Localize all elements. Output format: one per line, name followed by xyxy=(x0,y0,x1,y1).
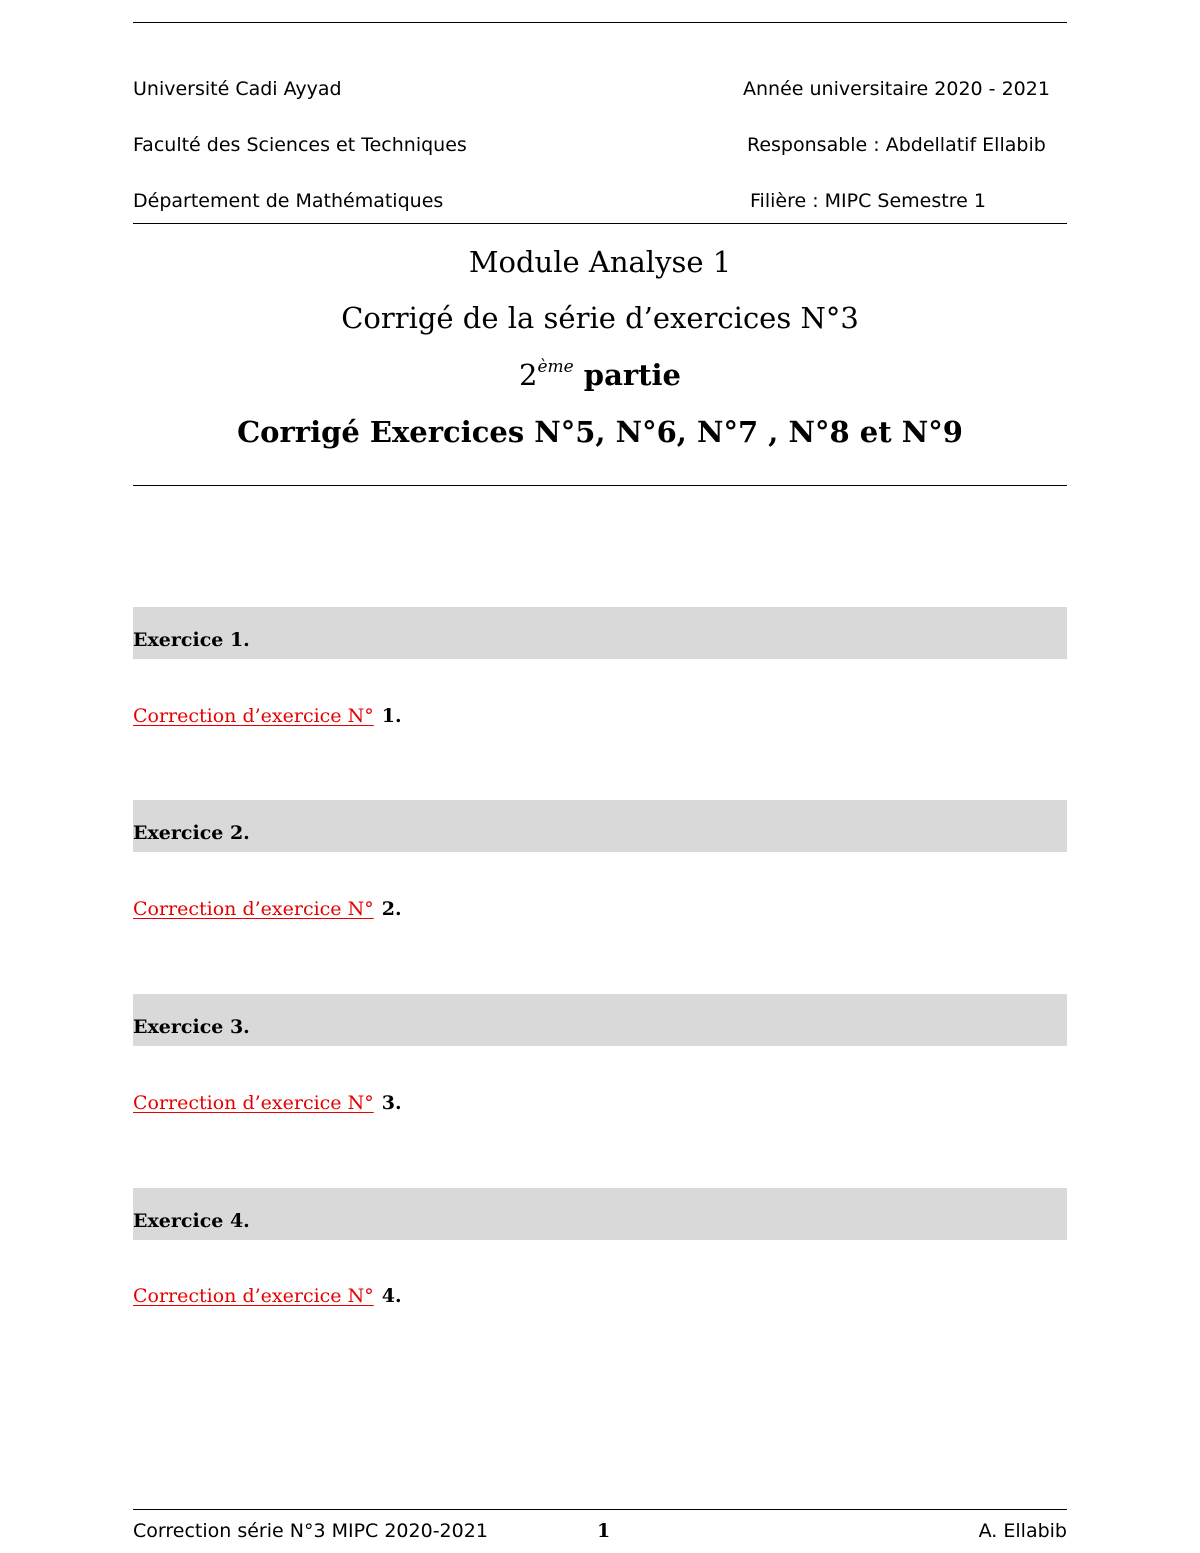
header-rule xyxy=(133,223,1067,224)
footer-author: A. Ellabib xyxy=(978,1520,1067,1542)
program: Filière : MIPC Semestre 1 xyxy=(750,190,986,212)
correction-line xyxy=(133,1285,402,1307)
department-name: Département de Mathématiques xyxy=(133,190,444,212)
part-word: partie xyxy=(583,358,682,392)
exercise-heading xyxy=(133,994,1067,1046)
correction-number: 3. xyxy=(381,1092,402,1114)
series-title: Corrigé de la série d’exercices N°3 xyxy=(341,301,859,335)
footer-rule xyxy=(133,1509,1067,1510)
module-title: Module Analyse 1 xyxy=(468,245,732,279)
page-number: 1 xyxy=(597,1520,611,1542)
exercise-heading xyxy=(133,800,1067,852)
exercise-label: Exercice 4. xyxy=(133,1210,250,1232)
exercise-heading xyxy=(133,1188,1067,1240)
top-rule xyxy=(133,22,1067,23)
correction-link[interactable]: Correction d’exercice N° xyxy=(133,1285,374,1307)
exercise-label: Exercice 1. xyxy=(133,629,250,651)
academic-year: Année universitaire 2020 - 2021 xyxy=(743,78,1050,100)
correction-line xyxy=(133,1092,402,1114)
exercise-heading xyxy=(133,607,1067,659)
part-number: 2 xyxy=(518,358,538,392)
part-title xyxy=(133,357,1067,393)
university-name: Université Cadi Ayyad xyxy=(133,78,342,100)
correction-line xyxy=(133,705,402,727)
title-rule xyxy=(133,485,1067,486)
responsible: Responsable : Abdellatif Ellabib xyxy=(747,134,1046,156)
correction-link[interactable]: Correction d’exercice N° xyxy=(133,705,374,727)
exercise-label: Exercice 3. xyxy=(133,1016,250,1038)
exercises-title: Corrigé Exercices N°5, N°6, N°7 , N°8 et N°9 xyxy=(237,415,963,449)
footer-left: Correction série N°3 MIPC 2020-2021 xyxy=(133,1520,488,1542)
correction-number: 1. xyxy=(381,705,402,727)
correction-number: 4. xyxy=(381,1285,402,1307)
correction-line xyxy=(133,898,402,920)
correction-link[interactable]: Correction d’exercice N° xyxy=(133,898,374,920)
correction-link[interactable]: Correction d’exercice N° xyxy=(133,1092,374,1114)
correction-number: 2. xyxy=(381,898,402,920)
part-superscript: ème xyxy=(537,357,574,377)
faculty-name: Faculté des Sciences et Techniques xyxy=(133,134,467,156)
exercise-label: Exercice 2. xyxy=(133,822,250,844)
